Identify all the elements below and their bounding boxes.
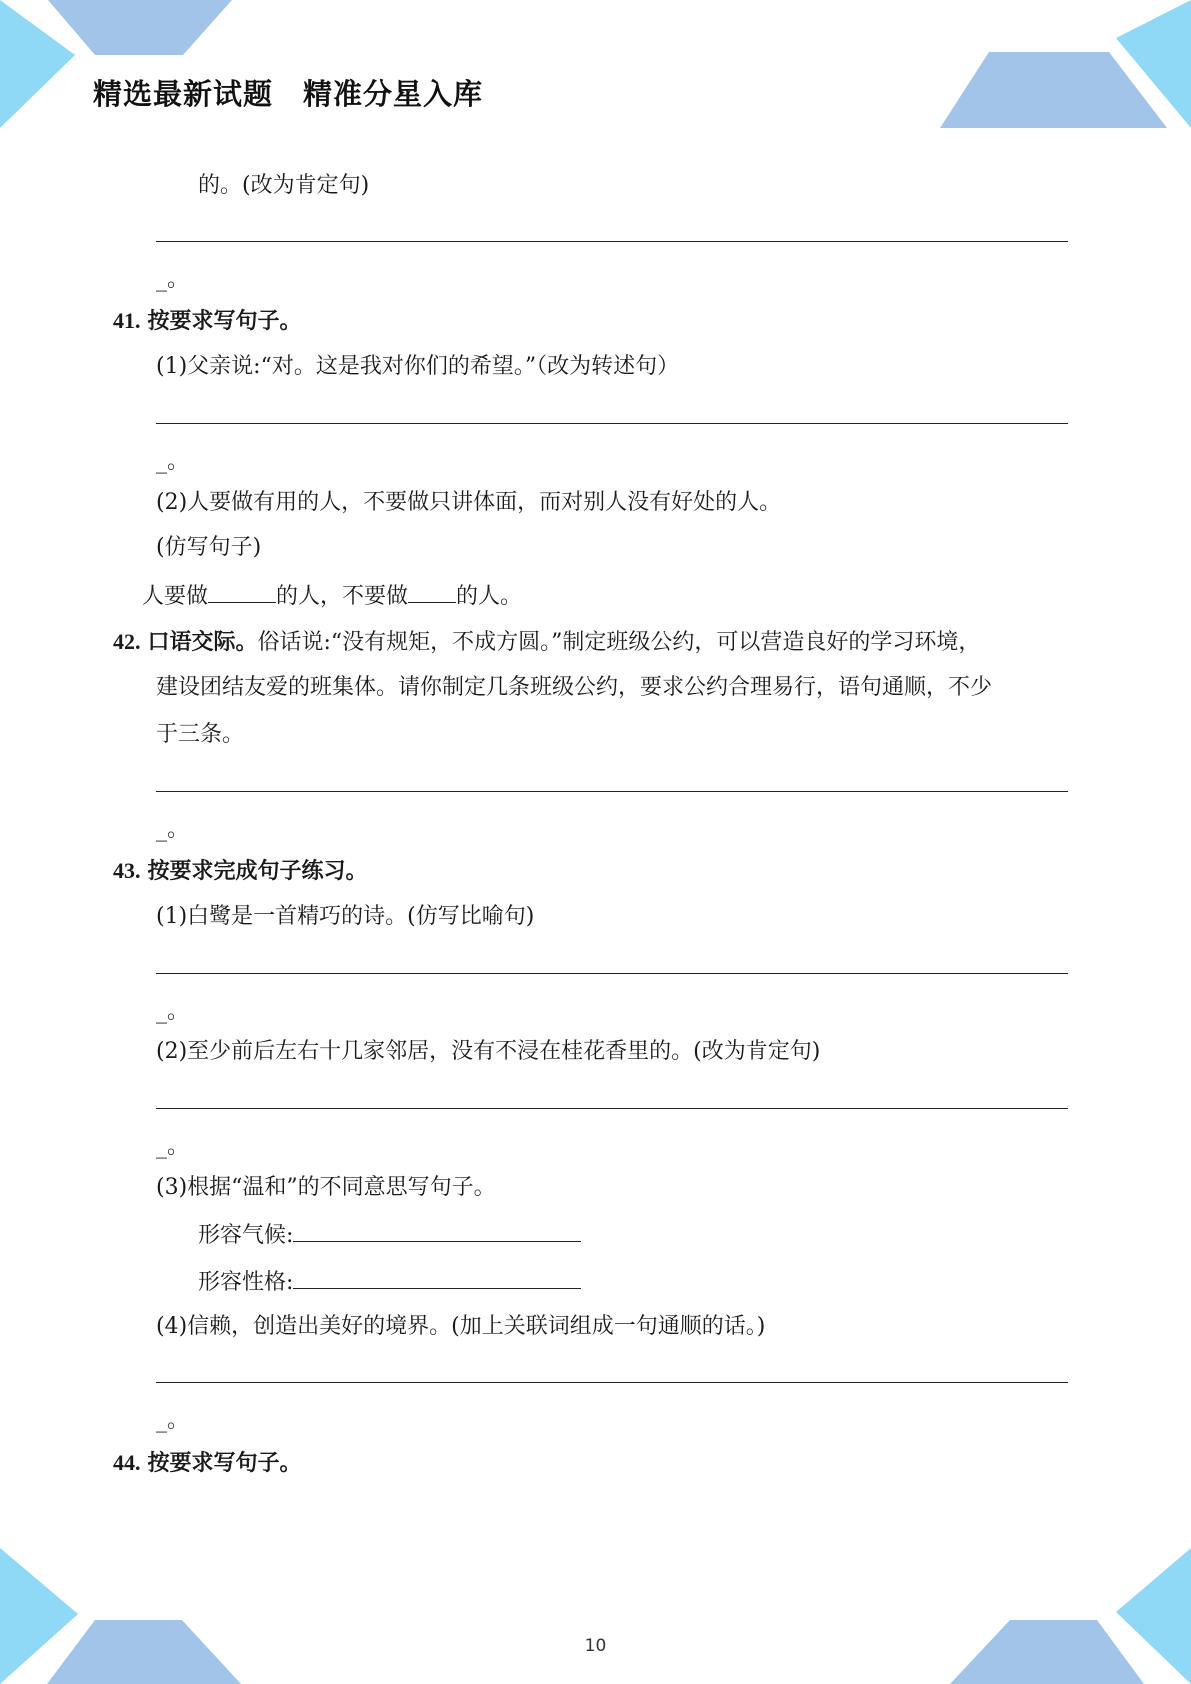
question-text: (4)信赖，创造出美好的境界。(加上关联词组成一句通顺的话。) xyxy=(156,1314,766,1339)
answer-end-mark: _。 xyxy=(156,1408,190,1433)
question-title: 按要求完成句子练习。 xyxy=(147,859,368,884)
fill-in-character xyxy=(198,1266,581,1298)
answer-end-mark: _。 xyxy=(156,1134,190,1159)
fill-blank[interactable] xyxy=(208,580,276,603)
answer-end-mark: _。 xyxy=(156,817,190,842)
question-44-heading xyxy=(113,1448,302,1479)
answer-line xyxy=(156,791,1068,792)
sentence-part: 的人。 xyxy=(456,584,523,609)
answer-end-mark: _。 xyxy=(156,449,190,474)
answer-line xyxy=(156,423,1068,424)
question-number: 43. xyxy=(113,858,141,883)
question-number: 44. xyxy=(113,1450,141,1475)
answer-line xyxy=(156,241,1068,242)
question-text: 的。(改为肯定句) xyxy=(198,173,370,198)
question-text: 建设团结友爱的班集体。请你制定几条班级公约，要求公约合理易行，语句通顺，不少 xyxy=(156,675,993,700)
question-text: (2)至少前后左右十几家邻居，没有不浸在桂花香里的。(改为肯定句) xyxy=(156,1039,821,1064)
question-43-heading xyxy=(113,856,368,887)
answer-line xyxy=(156,1108,1068,1109)
blank-label: 形容气候: xyxy=(198,1223,294,1248)
top-left-trapezoid xyxy=(48,0,232,55)
fill-blank[interactable] xyxy=(408,580,456,603)
fill-blank[interactable] xyxy=(293,1266,581,1289)
question-title: 按要求写句子。 xyxy=(147,309,302,334)
answer-line xyxy=(156,973,1068,974)
fill-in-climate xyxy=(198,1219,581,1251)
sentence-part: 人要做 xyxy=(142,584,209,609)
page-number: 10 xyxy=(584,1636,607,1656)
header-title: 精选最新试题 精准分星入库 xyxy=(93,77,484,111)
question-text: (3)根据“温和”的不同意思写句子。 xyxy=(156,1175,496,1200)
question-title: 按要求写句子。 xyxy=(147,1451,302,1476)
question-text: (2)人要做有用的人，不要做只讲体面，而对别人没有好处的人。 xyxy=(156,490,782,515)
question-text: 俗话说:“没有规矩，不成方圆。”制定班级公约，可以营造良好的学习环境， xyxy=(257,630,981,655)
question-number: 41. xyxy=(113,308,141,333)
sentence-part: 的人，不要做 xyxy=(276,584,409,609)
question-text: 于三条。 xyxy=(156,722,245,747)
question-number: 42. xyxy=(113,629,141,654)
top-left-triangle xyxy=(0,0,75,128)
answer-line xyxy=(156,1382,1068,1383)
answer-end-mark: _。 xyxy=(156,267,190,292)
question-41-heading xyxy=(113,306,302,337)
question-42-line-1 xyxy=(113,627,980,658)
question-text: (1)白鹭是一首精巧的诗。(仿写比喻句) xyxy=(156,904,535,929)
question-title: 口语交际。 xyxy=(147,630,258,655)
fill-in-sentence xyxy=(142,580,522,612)
blank-label: 形容性格: xyxy=(198,1270,294,1295)
question-text: (仿写句子) xyxy=(156,535,262,560)
top-right-trapezoid xyxy=(940,52,1167,128)
fill-blank[interactable] xyxy=(293,1219,581,1242)
question-text: (1)父亲说:“对。这是我对你们的希望。”（改为转述句） xyxy=(156,354,680,379)
answer-end-mark: _。 xyxy=(156,999,190,1024)
